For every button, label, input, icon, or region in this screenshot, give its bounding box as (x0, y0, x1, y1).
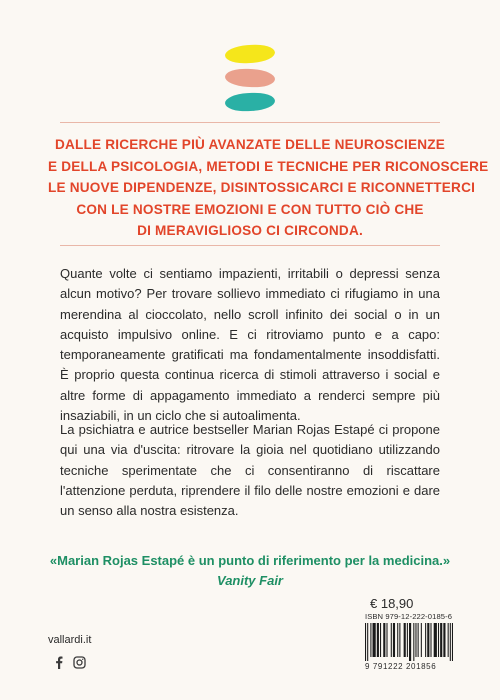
headline-line: CON LE NOSTRE EMOZIONI E CON TUTTO CIÒ CHE (76, 201, 424, 217)
barcode-icon (365, 623, 453, 661)
description-paragraph-2: La psichiatra e autrice bestseller Marian Rojas Estapé ci propone qui una via d'uscita: ritrovare la gioia nel quotidiano utilizzando tecniche sperimentate che ci consentiranno di riscattare l'attenzione perduta, riprendere il filo delle nostre emozioni e dare un senso alla nostra esistenza. (60, 422, 440, 519)
quote-text: «Marian Rojas Estapé è un punto di riferimento per la medicina.» (49, 553, 451, 568)
logo-yellow-shape (224, 43, 275, 64)
social-links (55, 656, 86, 669)
logo-pink-shape (225, 68, 276, 89)
publisher-logo (225, 45, 275, 115)
instagram-icon[interactable] (73, 656, 86, 669)
headline-line: E DELLA PSICOLOGIA, METODI E TECNICHE PER RICONOSCERE (48, 158, 489, 174)
quote-source: Vanity Fair (217, 573, 283, 588)
headline-line: DI MERAVIGLIOSO CI CIRCONDA. (137, 223, 363, 238)
divider-bottom (60, 245, 440, 246)
publisher-website[interactable]: vallardi.it (48, 634, 92, 646)
isbn-text: ISBN 979-12-222-0185-6 (365, 612, 453, 621)
press-quote (48, 551, 452, 591)
back-cover-headline (48, 134, 489, 242)
headline-line: LE NUOVE DIPENDENZE, DISINTOSSICARCI E RICONNETTERCI (48, 180, 476, 195)
headline-line: DALLE RICERCHE PIÙ AVANZATE DELLE NEUROSCIENZE (54, 137, 446, 152)
divider-top (60, 122, 440, 123)
facebook-icon[interactable] (55, 656, 63, 669)
barcode-block (365, 612, 453, 671)
barcode-number: 9 791222 201856 (365, 662, 437, 671)
logo-teal-shape (225, 92, 276, 113)
description-paragraph-1: Quante volte ci sentiamo impazienti, irritabili o depressi senza alcun motivo? Per trovare sollievo immediato ci rifugiamo in una merendina al cioccolato, nello scroll infinito dei social o in un acquisto impulsivo online. E ci ritroviamo punto e a capo: temporaneamente gratificati ma fondamentalmente insoddisfatti. È proprio questa continua ricerca di stimoli attraverso i social e altre forme di appagamento immediato a renderci sempre più insaziabili, in un ciclo che si autoalimenta. (60, 266, 440, 424)
price-label: € 18,90 (370, 596, 414, 611)
